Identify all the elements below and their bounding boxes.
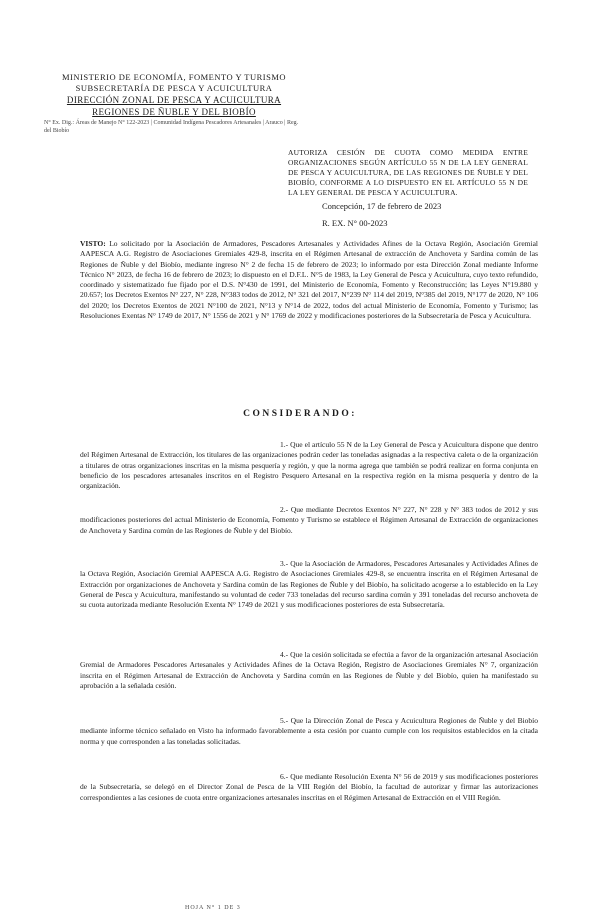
file-reference: N° Ex. Dig.: Áreas de Manejo N° 122-2023 | Comunidad Indígena Pescadores Artesanales | Arauco | Reg. del Biobío: [44, 120, 299, 134]
paragraph-number: 6.-: [280, 772, 289, 781]
paragraph-number: 4.-: [280, 650, 289, 659]
regions-line: REGIONES DE ÑUBLE Y DEL BIOBÍO: [92, 107, 256, 117]
considerando-paragraph-3: [80, 559, 538, 610]
considerando-paragraph-5: [80, 716, 538, 747]
visto-section: [80, 239, 538, 321]
considerando-paragraph-2: [80, 505, 538, 536]
considerando-paragraph-4: [80, 650, 538, 691]
page-footer: HOJA N° 1 DE 3: [185, 905, 241, 911]
paragraph-number: 1.-: [280, 440, 289, 449]
letterhead: [44, 72, 304, 135]
paragraph-text: Que la Dirección Zonal de Pesca y Acuicultura Regiones de Ñuble y del Biobío mediante informe técnico señalado en Visto ha informado favorablemente a esta cesión por cuanto cumple con los requisitos establecidos en la citada norma y que corresponden a las toneladas solicitadas.: [80, 716, 539, 746]
paragraph-text: Que la cesión solicitada se efectúa a favor de la organización artesanal Asociación Gremial de Armadores Pescadores Artesanales y Actividades Afines de la Octava Región, Registro de Asociaciones Gremiales N° 7, organización inscrita en el Régimen Artesanal de Extracción de Anchoveta y Sardina común en las Regiones de Ñuble y del Biobío, quien ha manifestado su aprobación a la señalada cesión.: [80, 650, 538, 690]
resolution-subject: AUTORIZA CESIÓN DE CUOTA COMO MEDIDA ENTRE ORGANIZACIONES SEGÚN ARTÍCULO 55 N DE LA LEY GENERAL DE PESCA Y ACUICULTURA, DE LAS REGIONES DE ÑUBLE Y DEL BIOBÍO, CONFORME A LO DISPUESTO EN EL ARTÍCULO 55 N DE LA LEY GENERAL DE PESCA Y ACUICULTURA.: [288, 148, 528, 197]
resolution-date: Concepción, 17 de febrero de 2023: [322, 201, 442, 211]
paragraph-number: 3.-: [280, 559, 289, 568]
considerando-paragraph-6: [80, 772, 538, 803]
paragraph-text: Que mediante Resolución Exenta N° 56 de 2019 y sus modificaciones posteriores de la Subsecretaría, se delegó en el Director Zonal de Pesca de la VIII Región del Biobío, la facultad de autorizar y firmar las autorizaciones correspondientes a las cesiones de cuota entre organizaciones artesanales inscritas en el Régimen Artesanal de Extracción en el VIII Región.: [80, 772, 539, 802]
resolution-number: R. EX. N° 00-2023: [322, 218, 388, 228]
paragraph-number: 5.-: [280, 716, 289, 725]
paragraph-number: 2.-: [280, 505, 289, 514]
visto-text: Lo solicitado por la Asociación de Armadores, Pescadores Artesanales y Actividades Afines de la Octava Región, Asociación Gremial AAPESCA A.G. Registro de Asociaciones Gremiales 429-8, inscrita en el Régimen Artesanal de extracción de Anchoveta y Sardina común de las Regiones de Ñuble y del Biobío, mediante ingreso N° 2 de fecha 15 de febrero de 2023; lo informado por esta Dirección Zonal mediante Informe Técnico N° 2023, de fecha 16 de febrero de 2023; lo dispuesto en el D.F.L. N°5 de 1983, la Ley General de Pesca y Acuicultura, cuyo texto refundido, coordinado y sistematizado fue fijado por el D.S. N°430 de 1991, del Ministerio de Economía, Fomento y Reconstrucción; las Leyes N°19.880 y 20.657; los Decretos Exentos N° 227, N° 228, N°383 todos de 2012, N° 321 del 2017, N°239 N° 114 del 2019, N°385 del 2019, N°177 de 2020, N° 106 del 2020; los Decretos Exentos de 2021 N°100 de 2021, N°13 y N°14 de 2022, todos del actual Ministerio de Economía, Fomento y Turismo; las Resoluciones Exentas N° 1749 de 2017, N° 1556 de 2021 y N° 1769 de 2022 y modificaciones posteriores de la Subsecretaría de Pesca y Acuicultura.: [80, 239, 538, 321]
paragraph-text: Que la Asociación de Armadores, Pescadores Artesanales y Actividades Afines de la Octava Región, Asociación Gremial AAPESCA A.G. Registro de Asociaciones Gremiales 429-8, se encuentra inscrita en el Régimen Artesanal de Extracción por organizaciones de Anchoveta y Sardina común de las Regiones de Ñuble y del Biobío, ha solicitado acogerse a lo establecido en la Ley General de Pesca y Acuicultura, manifestando su voluntad de ceder 733 toneladas del recurso sardina común y 391 toneladas del recurso anchoveta de su cuota autorizada mediante Resolución Exenta N° 1749 de 2021 y sus modificaciones posteriores de esta Subsecretaría.: [80, 559, 539, 610]
paragraph-text: Que el artículo 55 N de la Ley General de Pesca y Acuicultura dispone que dentro del Régimen Artesanal de Extracción, los titulares de las organizaciones podrán ceder las toneladas asignadas a la respectiva caleta o de la organización a titulares de otras organizaciones inscritas en la misma pesquería y región, y que la norma agrega que también se podrá realizar en forma conjunta en beneficio de los pescadores artesanales inscritos en el Registro Pesquero Artesanal en la respectiva región en la misma pesquería y dentro de la organización.: [80, 440, 538, 491]
ministry-line: MINISTERIO DE ECONOMÍA, FOMENTO Y TURISMO: [61, 72, 287, 82]
considerando-heading: CONSIDERANDO:: [243, 409, 357, 419]
directorate-line: DIRECCIÓN ZONAL DE PESCA Y ACUICULTURA: [66, 95, 282, 105]
considerando-paragraph-1: [80, 440, 538, 491]
subsecretary-line: SUBSECRETARÍA DE PESCA Y ACUICULTURA: [75, 83, 273, 93]
visto-label: VISTO:: [80, 239, 106, 248]
paragraph-text: Que mediante Decretos Exentos N° 227, N° 228 y N° 383 todos de 2012 y sus modificaciones posteriores del actual Ministerio de Economía, Fomento y Turismo se establece el Régimen Artesanal de Extracción de organizaciones de Anchoveta y Sardina común de las Regiones de Ñuble y del Biobío.: [80, 505, 539, 535]
